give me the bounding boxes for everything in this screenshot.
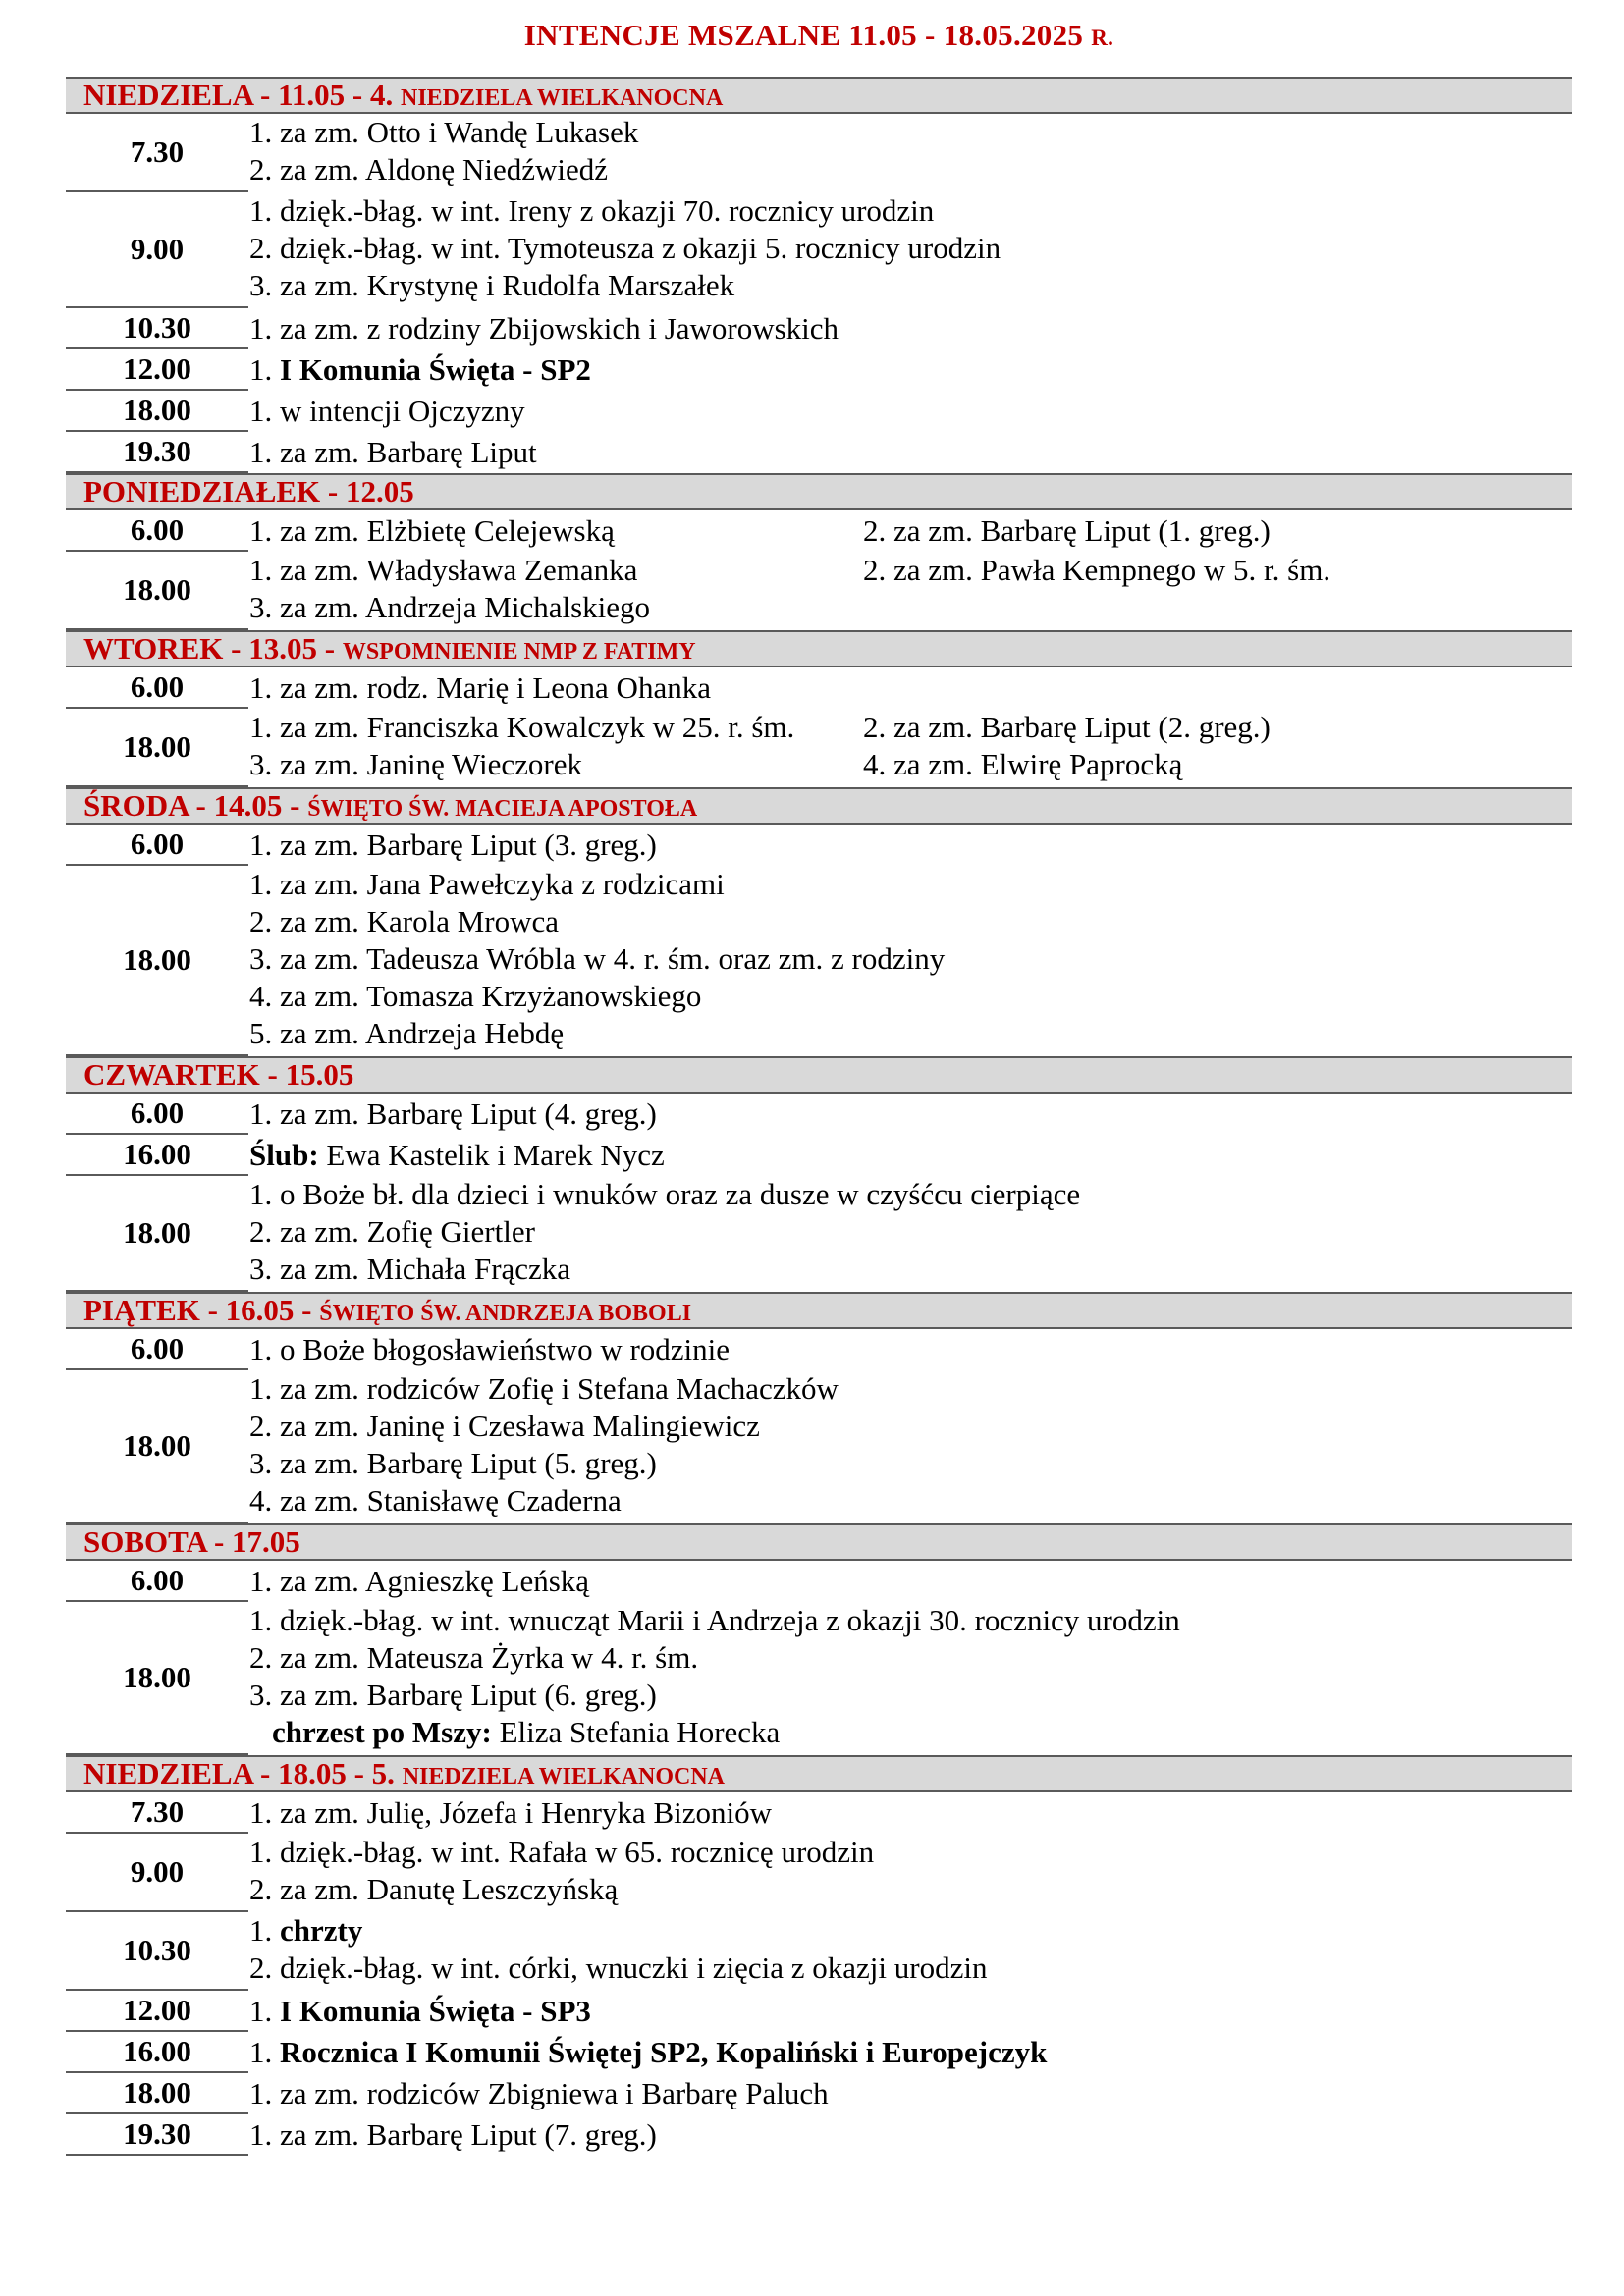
intention-line (249, 267, 734, 304)
day-header-date: CZWARTEK - 15.05 (83, 1057, 354, 1092)
intention-line (249, 669, 711, 707)
intention-text: 1. za zm. Barbarę Liput (7. greg.) (249, 2117, 657, 2152)
day-header-date: WTOREK - 13.05 - (83, 631, 336, 666)
intention-line (249, 114, 638, 151)
intention-bold-text: chrzty (280, 1913, 363, 1948)
intention-line-right: 2. za zm. Barbarę Liput (2. greg.) (863, 710, 1271, 744)
intention-text: 1. w intencji Ojczyzny (249, 394, 525, 428)
day-header (66, 630, 1572, 667)
day-header-date: NIEDZIELA - 18.05 - 5. (83, 1756, 395, 1790)
mass-time: 6.00 (66, 1094, 248, 1135)
mass-time: 9.00 (66, 1834, 248, 1912)
intention-line (249, 151, 608, 188)
intention-text: 1. o Boże bł. dla dzieci i wnuków oraz za dusze w czyśćcu cierpiące (249, 1177, 1081, 1211)
day-header (66, 77, 1572, 114)
intention-line (249, 1794, 772, 1832)
intention-text: 3. za zm. Barbarę Liput (5. greg.) (249, 1446, 657, 1480)
intention-text: 1. za zm. rodziców Zofię i Stefana Machaczków (249, 1371, 839, 1406)
intention-line (249, 1677, 657, 1714)
mass-time: 12.00 (66, 349, 248, 391)
day-header-date: ŚRODA - 14.05 - (83, 788, 300, 823)
mass-time: 6.00 (66, 825, 248, 866)
intention-text: 3. za zm. Tadeusza Wróbla w 4. r. śm. oraz zm. z rodziny (249, 941, 946, 976)
intention-text: 4. za zm. Tomasza Krzyżanowskiego (249, 979, 702, 1013)
intention-text: 1. dzięk.-błag. w int. Rafała w 65. rocznicę urodzin (249, 1835, 875, 1869)
intention-line (249, 434, 537, 471)
day-header (66, 787, 1572, 825)
mass-time: 6.00 (66, 510, 248, 552)
intention-text: 2. dzięk.-błag. w int. córki, wnuczki i zięcia z okazji urodzin (249, 1950, 988, 1985)
intention-line (249, 1251, 570, 1288)
mass-time: 18.00 (66, 1176, 248, 1292)
intention-bold-text: chrzest po Mszy: (272, 1715, 492, 1749)
intention-number: 1. (249, 352, 280, 387)
intention-text: 1. dzięk.-błag. w int. Ireny z okazji 70. rocznicy urodzin (249, 193, 935, 228)
intention-text: 1. za zm. Agnieszkę Leńską (249, 1564, 590, 1598)
intention-line (249, 1639, 698, 1677)
intention-line (249, 903, 559, 940)
intention-text: 3. za zm. Krystynę i Rudolfa Marszałek (249, 268, 735, 302)
intention-bold-text: I Komunia Święta - SP2 (280, 352, 591, 387)
intention-text: 1. za zm. Otto i Wandę Lukasek (249, 115, 639, 149)
mass-time: 9.00 (66, 192, 248, 308)
intention-bold-text: I Komunia Święta - SP3 (280, 1994, 591, 2028)
intention-line (249, 192, 934, 230)
day-header (66, 1755, 1572, 1792)
intention-line (249, 1015, 564, 1052)
intention-number: 1. (249, 2035, 280, 2069)
intention-line (249, 1176, 1080, 1213)
intention-line (249, 2075, 829, 2112)
intention-text: 2. za zm. Aldonę Niedźwiedź (249, 152, 608, 187)
intention-text: 3. za zm. Michała Frączka (249, 1252, 571, 1286)
day-header-feast: ŚWIĘTO ŚW. MACIEJA APOSTOŁA (307, 796, 698, 822)
intention-text: 2. za zm. Danutę Leszczyńską (249, 1872, 619, 1906)
day-header (66, 1292, 1572, 1329)
day-header-feast: WSPOMNIENIE NMP Z FATIMY (342, 639, 696, 665)
mass-time: 16.00 (66, 1135, 248, 1176)
title-suffix: R. (1091, 26, 1114, 50)
intention-line (249, 1137, 665, 1174)
intention-number: 1. (249, 1994, 280, 2028)
mass-time: 10.30 (66, 308, 248, 349)
intention-text: 1. za zm. Franciszka Kowalczyk w 25. r. śm. (249, 710, 795, 744)
day-header (66, 1523, 1572, 1561)
intention-text: 1. o Boże błogosławieństwo w rodzinie (249, 1332, 731, 1366)
intention-text: 5. za zm. Andrzeja Hebdę (249, 1016, 565, 1050)
intention-line (249, 310, 839, 347)
day-header-date: NIEDZIELA - 11.05 - 4. (83, 78, 394, 112)
intention-line (249, 393, 525, 430)
intention-line-right: 2. za zm. Barbarę Liput (1. greg.) (863, 513, 1271, 548)
intention-line (249, 1912, 362, 1949)
mass-time: 18.00 (66, 2073, 248, 2114)
intention-number: 1. (249, 1913, 280, 1948)
intention-text: 3. za zm. Andrzeja Michalskiego (249, 590, 651, 624)
intention-line (249, 589, 650, 626)
intention-text: 2. za zm. Karola Mrowca (249, 904, 560, 938)
intention-text: 1. za zm. Elżbietę Celejewską (249, 513, 615, 548)
day-header-feast: NIEDZIELA WIELKANOCNA (400, 85, 724, 111)
intention-text: 2. za zm. Zofię Giertler (249, 1214, 535, 1249)
mass-time: 16.00 (66, 2032, 248, 2073)
intention-line (249, 1213, 535, 1251)
day-header-feast: ŚWIĘTO ŚW. ANDRZEJA BOBOLI (319, 1301, 692, 1326)
intention-line (249, 512, 615, 550)
intention-text: 1. dzięk.-błag. w int. wnucząt Marii i Andrzeja z okazji 30. rocznicy urodzin (249, 1603, 1180, 1637)
intention-line (249, 552, 637, 589)
intention-line (249, 1993, 591, 2030)
intention-line (249, 1871, 618, 1908)
mass-time: 19.30 (66, 2114, 248, 2156)
intention-line (249, 1445, 657, 1482)
mass-time: 6.00 (66, 667, 248, 709)
mass-time: 19.30 (66, 432, 248, 473)
intention-line (249, 746, 582, 783)
day-header-feast: NIEDZIELA WIELKANOCNA (402, 1764, 725, 1789)
intention-line (249, 1408, 760, 1445)
intention-line (249, 978, 701, 1015)
intention-text: 1. za zm. Julię, Józefa i Henryka Bizoniów (249, 1795, 772, 1830)
intention-text: 1. za zm. rodz. Marię i Leona Ohanka (249, 670, 711, 705)
intention-text: 2. za zm. Janinę i Czesława Malingiewicz (249, 1409, 760, 1443)
intention-line (249, 1482, 622, 1520)
title-main: INTENCJE MSZALNE 11.05 - 18.05.2025 (523, 18, 1084, 52)
mass-time: 7.30 (66, 114, 248, 192)
intention-line (249, 230, 1001, 267)
intention-line (249, 827, 657, 864)
intention-text: 1. za zm. Władysława Zemanka (249, 553, 638, 587)
intention-line (249, 2116, 657, 2154)
intention-line (249, 351, 591, 389)
intention-line (249, 1370, 839, 1408)
intention-text: 3. za zm. Janinę Wieczorek (249, 747, 583, 781)
day-header-date: PIĄTEK - 16.05 - (83, 1293, 312, 1327)
intention-line (249, 709, 794, 746)
intention-text: Ewa Kastelik i Marek Nycz (318, 1138, 665, 1172)
intention-line (249, 1563, 589, 1600)
intention-text: Eliza Stefania Horecka (491, 1715, 781, 1749)
intention-text: 1. za zm. Jana Pawełczyka z rodzicami (249, 867, 725, 901)
intention-text: 4. za zm. Stanisławę Czaderna (249, 1483, 622, 1518)
mass-time: 18.00 (66, 391, 248, 432)
intention-line (249, 866, 725, 903)
mass-time: 6.00 (66, 1329, 248, 1370)
mass-time: 18.00 (66, 1602, 248, 1755)
intention-text: 3. za zm. Barbarę Liput (6. greg.) (249, 1678, 657, 1712)
intention-line (249, 1331, 730, 1368)
intention-line (249, 1949, 987, 1987)
day-header-date: PONIEDZIAŁEK - 12.05 (83, 474, 414, 508)
mass-time: 18.00 (66, 552, 248, 630)
intention-line (249, 1602, 1180, 1639)
mass-time: 10.30 (66, 1912, 248, 1991)
mass-time: 18.00 (66, 1370, 248, 1523)
intention-text: 1. za zm. Barbarę Liput (3. greg.) (249, 828, 657, 862)
page-title (66, 18, 1572, 53)
intention-text: 1. za zm. z rodziny Zbijowskich i Jaworowskich (249, 311, 839, 346)
intention-line-right: 2. za zm. Pawła Kempnego w 5. r. śm. (863, 553, 1331, 587)
intention-text: 1. za zm. Barbarę Liput (4. greg.) (249, 1096, 657, 1131)
mass-time: 18.00 (66, 709, 248, 787)
intention-text: 2. za zm. Mateusza Żyrka w 4. r. śm. (249, 1640, 699, 1675)
intention-bold-text: Ślub: (249, 1138, 319, 1172)
day-header-date: SOBOTA - 17.05 (83, 1524, 300, 1559)
intention-line-right: 4. za zm. Elwirę Paprocką (863, 747, 1183, 781)
intention-text: 2. dzięk.-błag. w int. Tymoteusza z okazji 5. rocznicy urodzin (249, 231, 1001, 265)
intention-line (249, 2034, 1047, 2071)
intention-bold-text: Rocznica I Komunii Świętej SP2, Kopaliński i Europejczyk (280, 2035, 1048, 2069)
intention-line (249, 1095, 657, 1133)
intention-line (272, 1714, 780, 1751)
mass-time: 7.30 (66, 1792, 248, 1834)
mass-time: 18.00 (66, 866, 248, 1056)
mass-time: 12.00 (66, 1991, 248, 2032)
intention-line (249, 1834, 874, 1871)
intention-line (249, 940, 945, 978)
day-header (66, 1056, 1572, 1094)
mass-time: 6.00 (66, 1561, 248, 1602)
day-header (66, 473, 1572, 510)
intention-text: 1. za zm. Barbarę Liput (249, 435, 537, 469)
intention-text: 1. za zm. rodziców Zbigniewa i Barbarę Paluch (249, 2076, 829, 2110)
